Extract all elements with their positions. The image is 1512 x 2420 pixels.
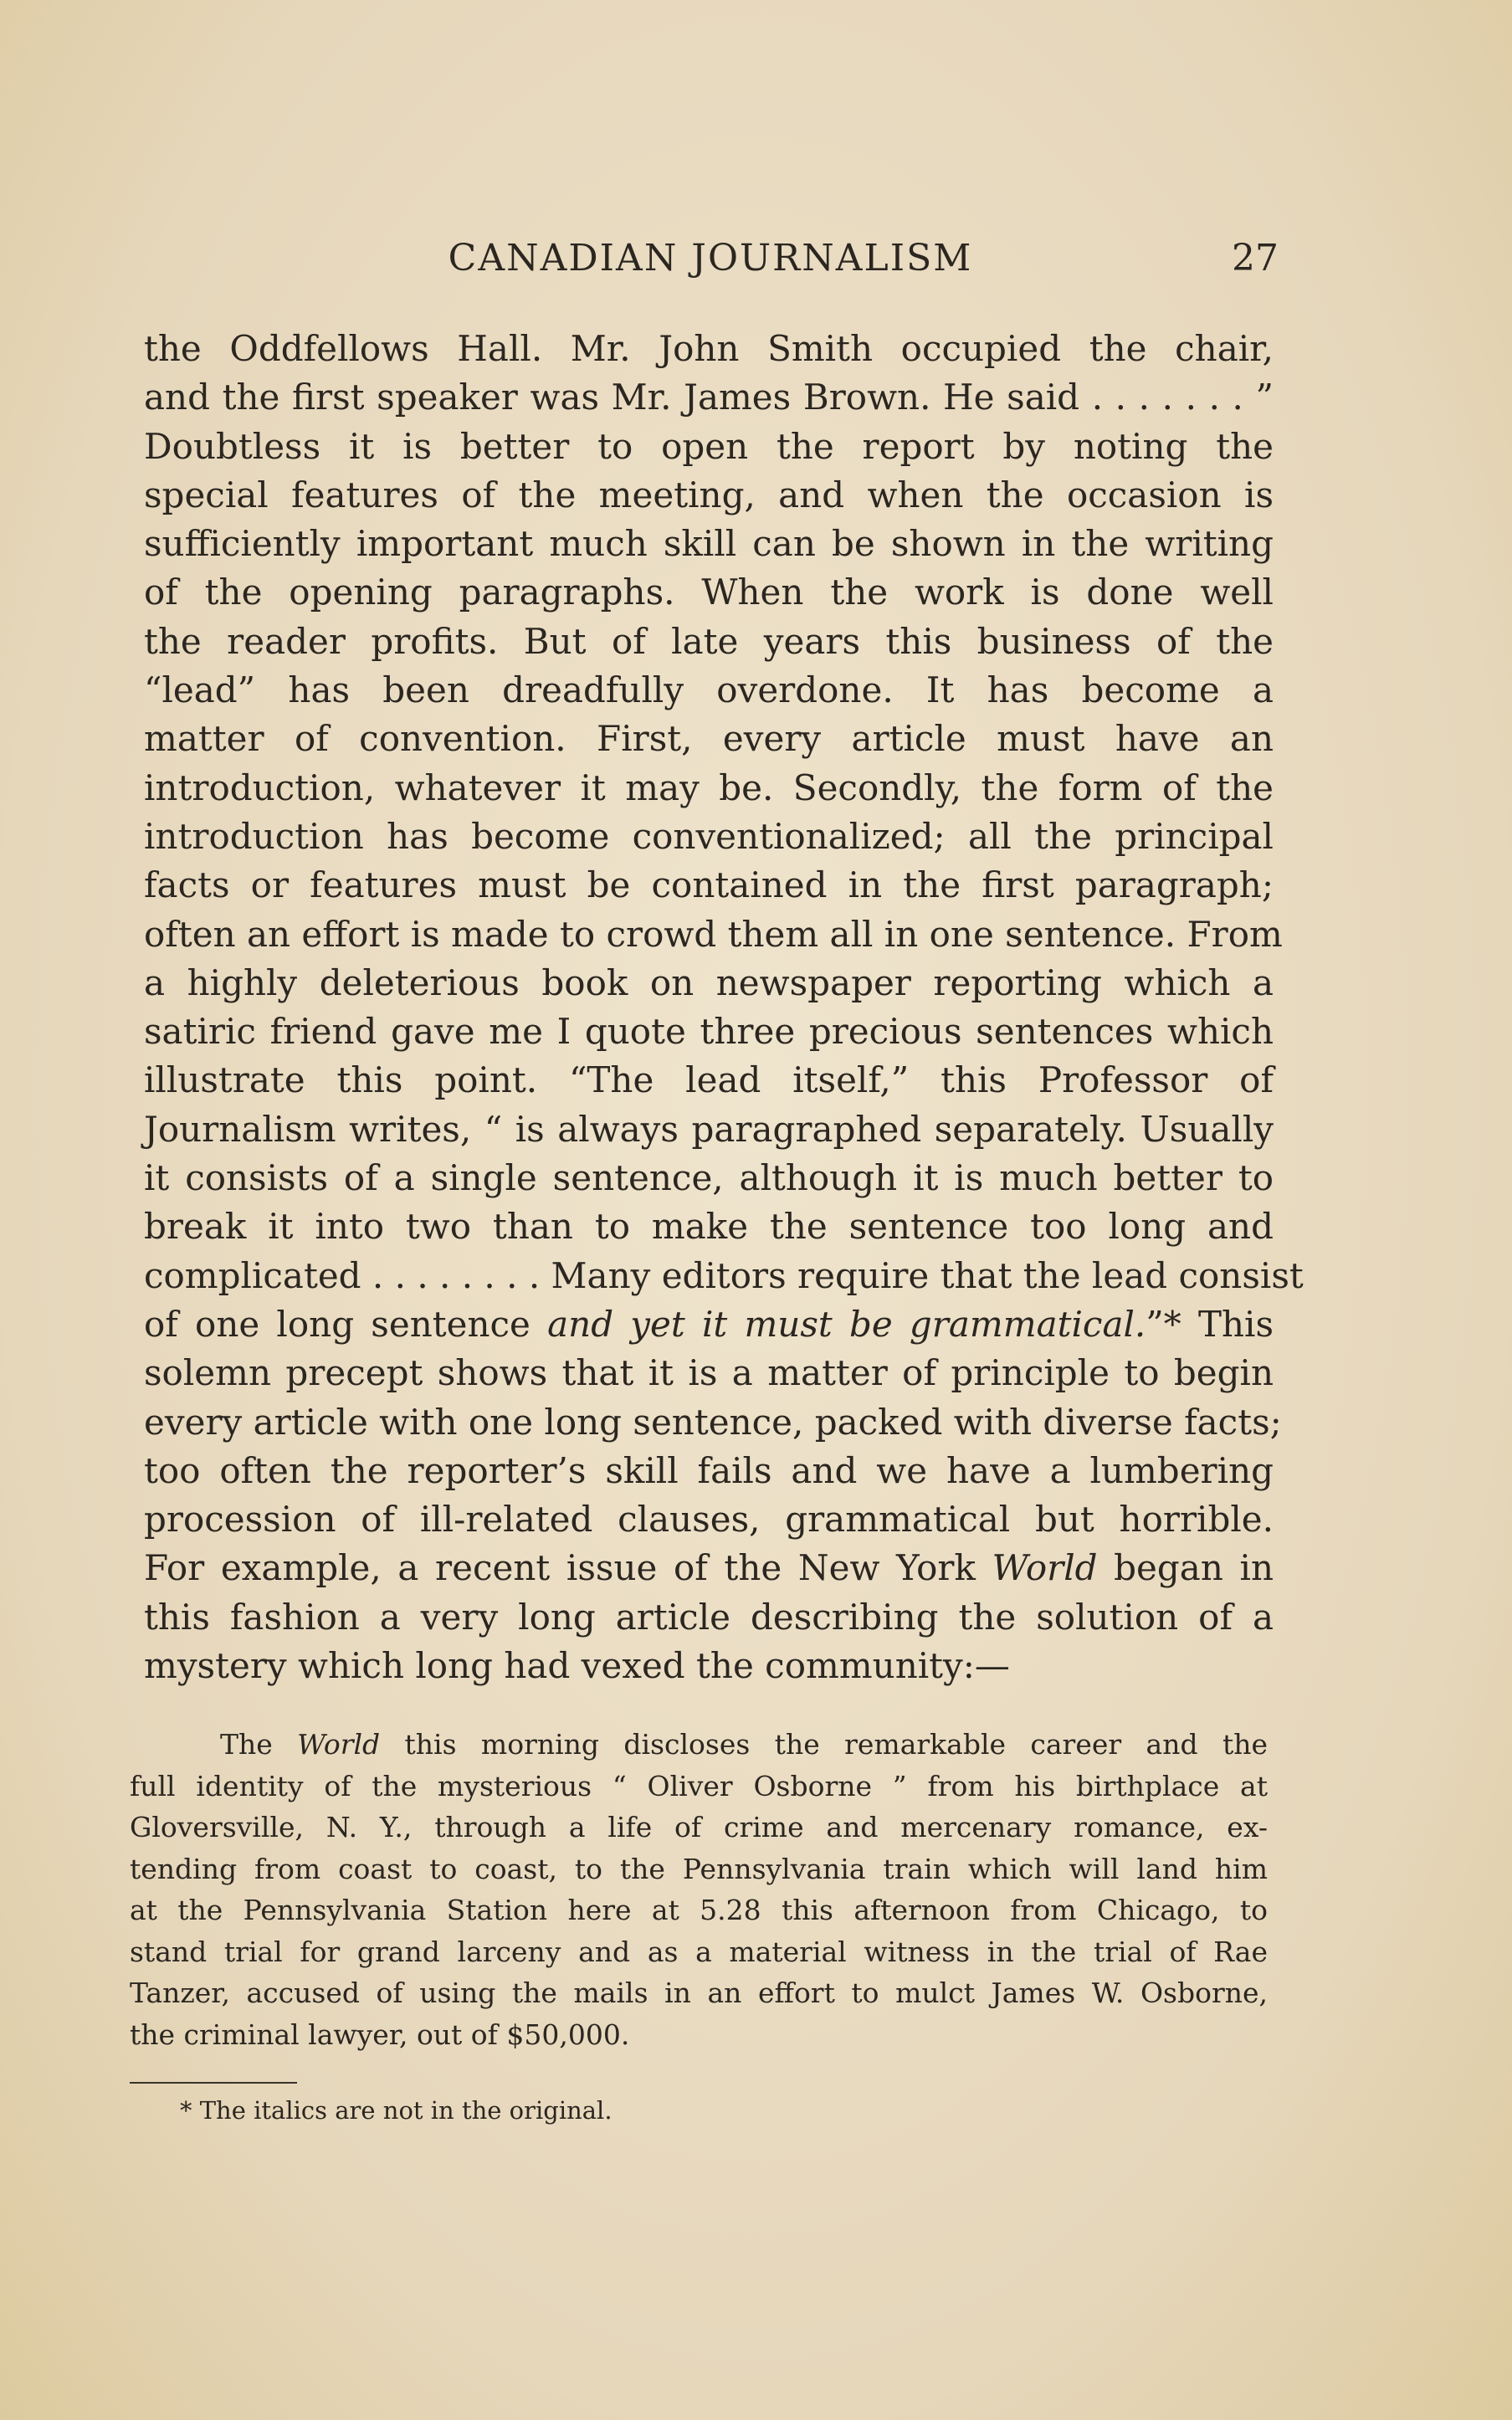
body-line: mystery which long had vexed the community:— xyxy=(144,1645,1010,1687)
body-line: sufficiently important much skill can be shown in the writing xyxy=(144,523,1274,565)
body-line-world xyxy=(144,1544,1274,1592)
italic-text: World xyxy=(297,1728,381,1761)
footnote-rule xyxy=(130,2082,297,2084)
quote-line: Gloversville, N. Y., through a life of crime and mercenary romance, ex- xyxy=(130,1811,1268,1843)
body-line: the Oddfellows Hall. Mr. John Smith occupied the chair, xyxy=(144,328,1274,369)
body-line: the reader profits. But of late years this business of the xyxy=(144,620,1274,662)
line-text: of one long sentence xyxy=(144,1303,548,1345)
line-text: began in xyxy=(1097,1547,1274,1589)
body-line: introduction has become conventionalized; all the principal xyxy=(144,815,1274,857)
body-line: complicated . . . . . . . . Many editors require that the lead consist xyxy=(144,1254,1304,1296)
line-text: this morning discloses the remarkable career and the xyxy=(380,1728,1268,1761)
body-line: and the first speaker was Mr. James Brown. He said . . . . . . . ” xyxy=(144,377,1274,418)
line-text: For example, a recent issue of the New York xyxy=(144,1547,992,1589)
body-line: “lead” has been dreadfully overdone. It has become a xyxy=(144,669,1274,711)
body-line: procession of ill-related clauses, grammatical but horrible. xyxy=(144,1499,1274,1541)
block-quote xyxy=(130,1724,1268,2055)
quote-line: the criminal lawyer, out of $50,000. xyxy=(130,2018,630,2051)
body-line: solemn precept shows that it is a matter of principle to begin xyxy=(144,1352,1274,1394)
quote-line xyxy=(130,1724,1268,1766)
body-line: illustrate this point. “The lead itself,” this Professor of xyxy=(144,1059,1274,1101)
body-line: every article with one long sentence, packed with diverse facts; xyxy=(144,1401,1282,1443)
body-line: a highly deleterious book on newspaper reporting which a xyxy=(144,961,1274,1003)
body-line: introduction, whatever it may be. Secondly, the form of the xyxy=(144,767,1274,808)
page-number: 27 xyxy=(1232,237,1279,279)
body-line: matter of convention. First, every article must have an xyxy=(144,718,1274,760)
body-line: break it into two than to make the sentence too long and xyxy=(144,1206,1274,1248)
body-line-italic-emphasis xyxy=(144,1300,1274,1349)
body-line: facts or features must be contained in the first paragraph; xyxy=(144,864,1274,906)
body-line: this fashion a very long article describing the solution of a xyxy=(144,1596,1274,1638)
italic-text: World xyxy=(992,1547,1098,1589)
body-text xyxy=(144,325,1304,1690)
line-text: The xyxy=(220,1728,298,1761)
body-line: Doubtless it is better to open the report by noting the xyxy=(144,425,1274,467)
body-line: Journalism writes, “ is always paragraphed separately. Usually xyxy=(144,1108,1274,1150)
body-line: it consists of a single sentence, although it is much better to xyxy=(144,1157,1274,1199)
quote-line: tending from coast to coast, to the Pennsylvania train which will land him xyxy=(130,1852,1268,1885)
body-line: often an effort is made to crowd them all in one sentence. From xyxy=(144,913,1283,955)
quote-line: stand trial for grand larceny and as a material witness in the trial of Rae xyxy=(130,1935,1268,1968)
footnote: * The italics are not in the original. xyxy=(180,2096,612,2125)
quote-line: at the Pennsylvania Station here at 5.28 this afternoon from Chicago, to xyxy=(130,1894,1268,1926)
line-text: ”* This xyxy=(1146,1303,1274,1345)
body-line: of the opening paragraphs. When the work is done well xyxy=(144,572,1274,613)
body-line: too often the reporter’s skill fails and we have a lumbering xyxy=(144,1449,1274,1491)
italic-text: and yet it must be grammatical. xyxy=(547,1303,1146,1345)
page-header xyxy=(142,230,1279,289)
quote-line: Tanzer, accused of using the mails in an effort to mulct James W. Osborne, xyxy=(130,1977,1268,2009)
running-title: CANADIAN JOURNALISM xyxy=(448,237,973,279)
body-line: satiric friend gave me I quote three precious sentences which xyxy=(144,1011,1274,1053)
quote-line: full identity of the mysterious “ Oliver Osborne ” from his birthplace at xyxy=(130,1769,1268,1802)
body-line: special features of the meeting, and when the occasion is xyxy=(144,474,1274,515)
